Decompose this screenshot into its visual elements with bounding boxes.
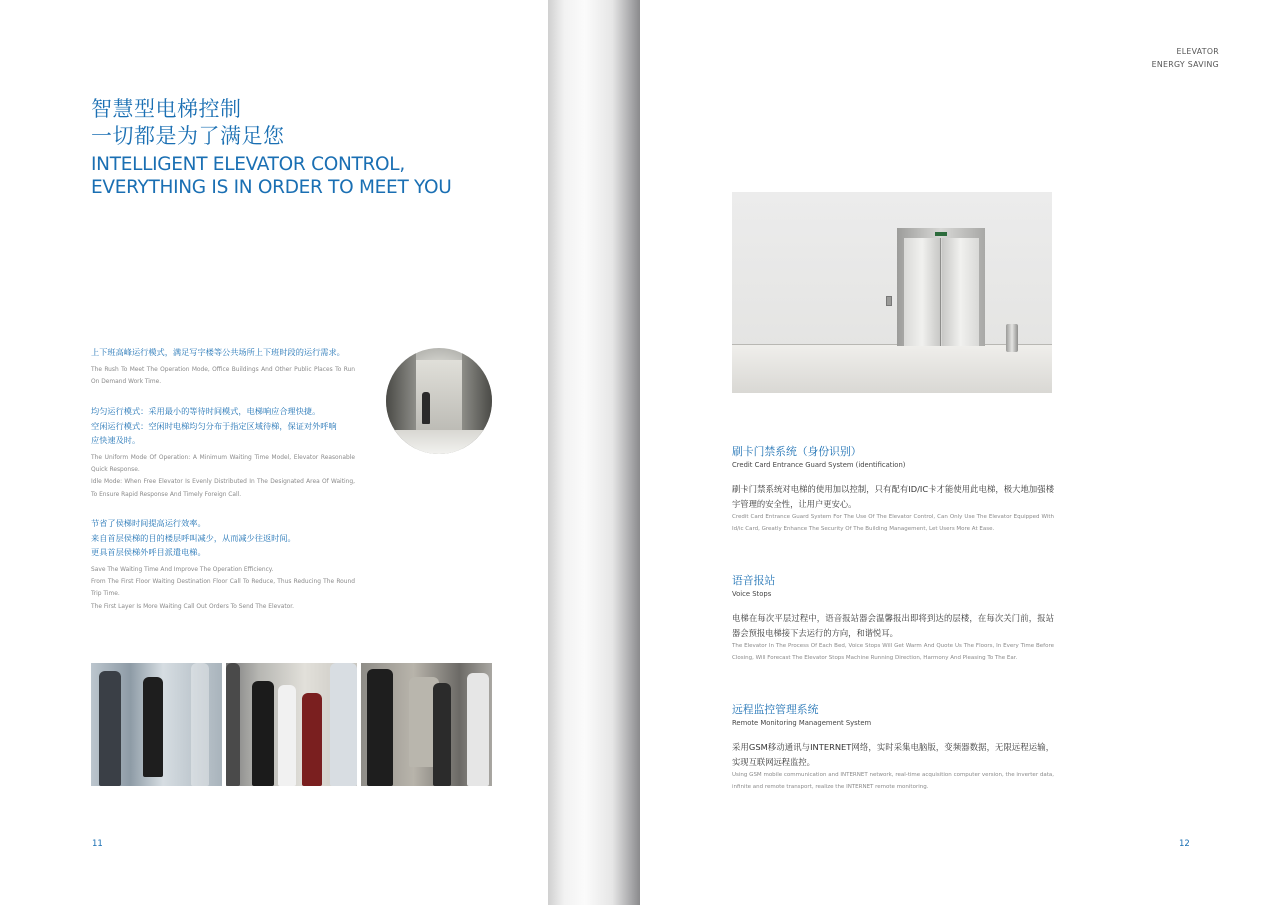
mode-en-text: Idle Mode: When Free Elevator Is Evenly Distributed In The Designated Area Of Waiting, To Ensure Rapid Response And Timely Foreign Call.	[91, 479, 355, 498]
feature-title: 语音报站	[732, 574, 776, 587]
feature-cn-text: 电梯在每次平层过程中，语音报站器会温馨报出即将到达的层楼，在每次关门前，报站器会预报电梯接下去运行的方向，和谐悦耳。	[732, 613, 1054, 638]
mode-cn-line: 来自首层侯梯的目的楼层呼叫减少，从而减少往返时间。	[91, 532, 296, 543]
feature-cn-text: 采用GSM移动通讯与INTERNET网络，实时采集电脑版，变频器数据，无限远程运输，实现互联网远程监控。	[732, 742, 1054, 767]
elevator-interior-photo	[386, 348, 492, 454]
page-title-en	[91, 153, 452, 199]
feature-card-access	[732, 445, 1054, 535]
feature-cn-text: 刷卡门禁系统对电梯的使用加以控制，只有配有ID/IC卡才能使用此电梯，极大地加强楼宇管理的安全性，让用户更安心。	[732, 484, 1054, 509]
business-people-photo-2	[226, 663, 357, 786]
page-number-right: 12	[1179, 839, 1190, 849]
mode-en-text: The Uniform Mode Of Operation: A Minimum Waiting Time Model, Elevator Reasonable Quick Response.	[91, 454, 355, 473]
header-line-2: ENERGY SAVING	[1151, 59, 1219, 69]
title-cn-line-2: 一切都是为了满足您	[91, 124, 285, 148]
feature-remote-monitoring	[732, 703, 1054, 793]
mode-en-text: From The First Floor Waiting Destination Floor Call To Reduce, Thus Reducing The Round Trip Time.	[91, 578, 355, 598]
section-header-tag	[1152, 46, 1219, 71]
business-people-photo-3	[361, 663, 492, 786]
header-line-1: ELEVATOR	[1176, 47, 1219, 56]
mode-cn-line: 更具首层侯梯外呼目派遣电梯。	[91, 547, 206, 557]
feature-en-text: The Elevator In The Process Of Each Bed, Voice Stops Will Get Warm And Quote Us The Floors, In Every Time Before Closing, Will Forecast The Elevator Stops Machine Running Direction, Harmony And Pleasing To The Ear.	[732, 643, 1054, 661]
business-people-photo-1	[91, 663, 222, 786]
mode-block-efficiency	[91, 516, 355, 613]
feature-title: 刷卡门禁系统（身份识别）	[732, 445, 862, 458]
mode-cn-line: 应快速及时。	[91, 435, 141, 445]
title-cn-line-1: 智慧型电梯控制	[91, 97, 242, 121]
page-number-left: 11	[92, 839, 103, 849]
mode-en-text: The Rush To Meet The Operation Mode, Office Buildings And Other Public Places To Run On Demand Work Time.	[91, 366, 355, 385]
mode-block-rush	[91, 345, 355, 388]
mode-block-uniform-idle	[91, 404, 355, 501]
feature-voice-stops	[732, 574, 1054, 664]
feature-subtitle: Voice Stops	[732, 590, 772, 598]
mode-cn-line: 上下班高峰运行模式，满足写字楼等公共场所上下班时段的运行需求。	[91, 347, 345, 357]
feature-subtitle: Remote Monitoring Management System	[732, 719, 872, 727]
feature-subtitle: Credit Card Entrance Guard System (identification)	[732, 461, 906, 469]
mode-cn-line: 空闲运行模式：空闲时电梯均匀分布于指定区域待梯，保证对外呼响	[91, 420, 337, 431]
mode-cn-line: 节省了侯梯时间提高运行效率。	[91, 518, 206, 528]
mode-en-text: Save The Waiting Time And Improve The Operation Efficiency.	[91, 566, 274, 573]
book-spine-gutter	[548, 0, 640, 905]
feature-en-text: Credit Card Entrance Guard System For The Use Of The Elevator Control, Can Only Use The Elevator Equipped With Id/ic Card, Greatly Enhance The Security Of The Building Management, Let Users More At Ease.	[732, 514, 1054, 532]
elevator-lobby-photo	[732, 192, 1052, 393]
title-en-line-1: INTELLIGENT ELEVATOR CONTROL,	[91, 154, 405, 175]
left-page	[0, 0, 548, 905]
title-en-line-2: EVERYTHING IS IN ORDER TO MEET YOU	[91, 177, 452, 198]
page-title-cn	[91, 96, 285, 150]
mode-cn-line: 均匀运行模式：采用最小的等待时间模式，电梯响应合理快捷。	[91, 406, 321, 416]
right-page	[640, 0, 1280, 905]
mode-en-text: The First Layer Is More Waiting Call Out Orders To Send The Elevator.	[91, 603, 294, 610]
feature-title: 远程监控管理系统	[732, 703, 819, 716]
feature-en-text: Using GSM mobile communication and INTERNET network, real-time acquisition computer version, the inverter data, infinite and remote transport, realize the INTERNET remote monitoring.	[732, 772, 1054, 790]
